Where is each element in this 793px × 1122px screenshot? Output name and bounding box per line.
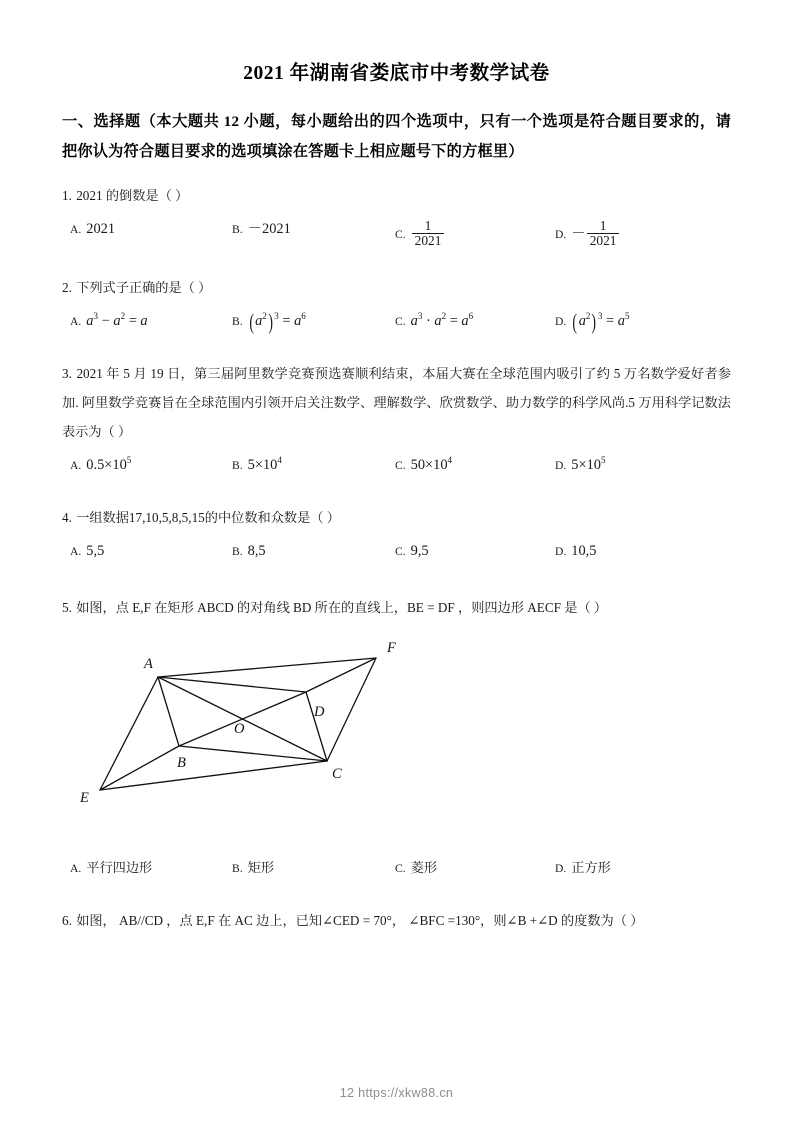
question-6-stem (62, 906, 731, 935)
option-5-b-label: B. (232, 862, 243, 875)
option-5-c-label: C. (395, 862, 406, 875)
question-2 (62, 273, 731, 345)
option-5-c[interactable] (395, 858, 437, 879)
question-1-stem (62, 181, 731, 210)
option-5-d-label: D. (555, 862, 567, 875)
option-2-b[interactable] (232, 309, 306, 335)
option-5-a[interactable] (70, 858, 152, 879)
option-4-b-label: B. (232, 545, 243, 558)
question-5-number: 5. (62, 600, 72, 615)
option-1-d-label: D. (555, 227, 567, 241)
option-5-a-label: A. (70, 862, 82, 875)
label-a: A (144, 656, 153, 672)
question-5-stem (62, 593, 731, 622)
question-4 (62, 503, 731, 575)
option-5-a-value: 平行四边形 (86, 860, 153, 875)
page-footer: 12 https://xkw88.cn (339, 1086, 454, 1100)
option-4-a-value: 5,5 (86, 543, 105, 559)
option-4-d-label: D. (555, 545, 567, 558)
option-2-a-value: $a^3 - a^2 = a$ (86, 311, 148, 329)
option-5-b-value: 矩形 (247, 860, 275, 875)
option-3-d-label: D. (555, 459, 567, 472)
question-3-options (62, 455, 731, 489)
question-6-text: 如图， AB//CD ，点 E,F 在 AC 边上，已知∠CED = 70°， ∠BFC =130°，则∠B +∠D 的度数为（ ） (76, 913, 644, 928)
question-3-number: 3. (62, 366, 72, 381)
option-4-b-value: 8,5 (247, 543, 266, 559)
option-1-b[interactable] (232, 219, 291, 240)
label-o: O (234, 721, 245, 737)
label-f: F (387, 640, 396, 656)
question-1-options (62, 219, 731, 259)
option-3-b[interactable] (232, 455, 282, 476)
option-2-c-label: C. (395, 315, 406, 328)
option-3-d[interactable] (555, 455, 606, 476)
option-2-a[interactable] (70, 311, 148, 332)
label-e: E (80, 790, 89, 806)
option-2-d[interactable] (555, 309, 630, 335)
question-5-text: 如图，点 E,F 在矩形 ABCD 的对角线 BD 所在的直线上，BE = DF ，则四边形 AECF 是（ ） (76, 600, 608, 615)
question-2-options (62, 311, 731, 345)
option-1-a[interactable] (70, 219, 115, 240)
segment-ae (100, 677, 158, 790)
option-1-d[interactable] (555, 219, 620, 248)
option-3-b-value: $5\times 10^4$ (247, 455, 282, 473)
option-1-c-label: C. (395, 227, 406, 241)
label-d: D (314, 704, 325, 720)
option-1-c-fraction (412, 219, 445, 248)
option-2-a-label: A. (70, 315, 82, 328)
question-5 (62, 593, 731, 892)
option-2-b-value: $(a^2)^3 = a^6$ (249, 309, 306, 335)
option-5-d[interactable] (555, 858, 611, 879)
option-1-a-value: 2021 (86, 221, 116, 237)
option-2-d-label: D. (555, 315, 567, 328)
option-2-c-value: $a^3 \cdot a^2 = a^6$ (410, 311, 474, 329)
segment-cf (327, 658, 376, 761)
fraction-numerator: 1 (587, 219, 620, 234)
question-3 (62, 359, 731, 489)
option-4-c-value: 9,5 (410, 543, 429, 559)
geometry-diagram (62, 626, 462, 858)
question-5-figure (62, 626, 731, 858)
fraction-denominator: 2021 (589, 233, 617, 249)
question-1-text: 2021 的倒数是（ ） (76, 188, 189, 203)
question-4-options (62, 541, 731, 575)
option-1-b-value: －2021 (247, 221, 291, 237)
question-4-text: 一组数据17,10,5,8,5,15的中位数和众数是（ ） (76, 510, 340, 525)
label-c: C (332, 766, 342, 782)
option-3-a-value: $0.5\times 10^5$ (86, 455, 132, 473)
fraction-denominator: 2021 (414, 233, 442, 249)
option-3-c-value: $50\times 10^4$ (410, 455, 453, 473)
question-2-text: 下列式子正确的是（ ） (76, 280, 212, 295)
option-4-a[interactable] (70, 541, 104, 562)
question-2-stem (62, 273, 731, 302)
option-5-c-value: 菱形 (410, 860, 438, 875)
diagonal-bd (179, 692, 306, 746)
option-1-a-label: A. (70, 223, 82, 236)
label-b: B (177, 755, 186, 771)
option-4-b[interactable] (232, 541, 266, 562)
option-2-c[interactable] (395, 311, 473, 332)
option-4-a-label: A. (70, 545, 82, 558)
option-3-b-label: B. (232, 459, 243, 472)
option-1-c[interactable] (395, 219, 445, 248)
option-3-a-label: A. (70, 459, 82, 472)
option-3-a[interactable] (70, 455, 131, 476)
option-1-d-fraction (587, 219, 620, 248)
question-2-number: 2. (62, 280, 72, 295)
section-heading: 一、选择题（本大题共 12 小题，每小题给出的四个选项中，只有一个选项是符合题目要求的，请把你认为符合题目要求的选项填涂在答题卡上相应题号下的方框里） (62, 113, 731, 160)
option-4-c[interactable] (395, 541, 429, 562)
question-1 (62, 181, 731, 259)
option-1-d-sign: － (571, 225, 586, 242)
option-5-d-value: 正方形 (571, 860, 611, 875)
question-1-number: 1. (62, 188, 72, 203)
segment-ec (100, 761, 327, 790)
question-3-text: 2021 年 5 月 19 日，第三届阿里数学竞赛预选赛顺利结束，本届大赛在全球范围内吸引了约 5 万名数学爱好者参加. 阿里数学竞赛旨在全球范围内引领开启关注数学、理解数学、欣赏数学、助力数学的科学风尚.5 万用科学记数法表示为（ ） (62, 366, 732, 439)
question-3-stem (62, 359, 731, 446)
question-5-options (62, 858, 731, 892)
option-4-c-label: C. (395, 545, 406, 558)
option-1-b-label: B. (232, 223, 243, 236)
page-title: 2021 年湖南省娄底市中考数学试卷 (243, 63, 550, 84)
option-5-b[interactable] (232, 858, 274, 879)
question-6-number: 6. (62, 913, 72, 928)
option-4-d[interactable] (555, 541, 596, 562)
option-3-c[interactable] (395, 455, 452, 476)
option-4-d-value: 10,5 (571, 543, 597, 559)
option-3-c-label: C. (395, 459, 406, 472)
option-3-d-value: $5\times 10^5$ (571, 455, 606, 473)
question-6 (62, 906, 731, 935)
question-4-stem (62, 503, 731, 532)
question-4-number: 4. (62, 510, 72, 525)
fraction-numerator: 1 (412, 219, 445, 234)
option-2-d-value: $(a^2)^3 = a^5$ (572, 309, 630, 335)
option-2-b-label: B. (232, 315, 243, 328)
